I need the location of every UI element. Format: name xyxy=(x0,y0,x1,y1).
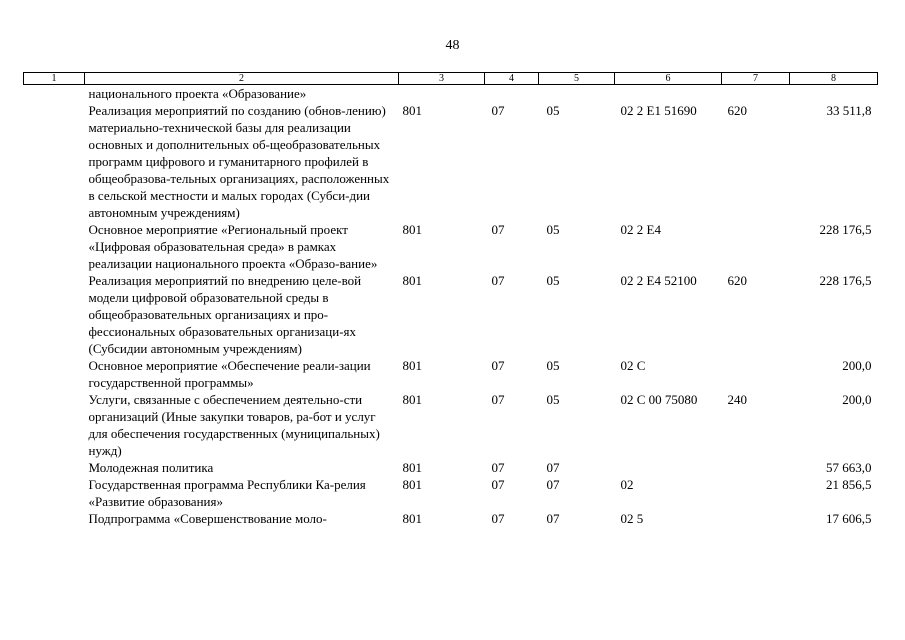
row-target-article: 02 C xyxy=(620,358,646,373)
row-amount xyxy=(790,85,878,103)
row-expense-type xyxy=(722,357,790,391)
row-target-article: 02 xyxy=(620,477,634,492)
row-name: Реализация мероприятий по созданию (обнов-лению) материально-технической базы для реализации основных и дополнительных об-щеобразовательных программ цифрового и гуманитарного профилей в общеобразова-тельных организациях, расположенных в сельской местности и малых городах (Субси-дии автономным учреждениям) xyxy=(88,103,390,220)
row-subsection: 07 xyxy=(546,511,560,526)
row-number xyxy=(24,85,85,103)
row-expense-type xyxy=(722,510,790,527)
row-section: 07 xyxy=(491,392,505,407)
table-row xyxy=(24,85,878,103)
row-subsection xyxy=(539,85,615,103)
table-row xyxy=(24,391,878,459)
row-section: 07 xyxy=(491,460,505,475)
row-section: 07 xyxy=(491,358,505,373)
table-row xyxy=(24,459,878,476)
row-amount: 57 663,0 xyxy=(826,460,872,475)
table-row xyxy=(24,476,878,510)
row-subsection: 05 xyxy=(546,273,560,288)
table-row xyxy=(24,221,878,272)
row-ministry-code xyxy=(399,85,485,103)
row-name: Основное мероприятие «Региональный проект «Цифровая образовательная среда» в рамках реализации национального проекта «Образо-вание» xyxy=(88,222,378,271)
row-expense-type: 620 xyxy=(727,273,747,288)
column-number: 8 xyxy=(790,73,878,85)
table-row xyxy=(24,102,878,221)
row-expense-type: 240 xyxy=(727,392,747,407)
column-number-row xyxy=(24,73,878,85)
row-section: 07 xyxy=(491,222,505,237)
row-section: 07 xyxy=(491,511,505,526)
row-target-article: 02 5 xyxy=(620,511,644,526)
row-subsection: 05 xyxy=(546,358,560,373)
row-number xyxy=(24,221,85,272)
table-row xyxy=(24,272,878,357)
row-number xyxy=(24,272,85,357)
row-ministry-code: 801 xyxy=(402,392,422,407)
row-number xyxy=(24,357,85,391)
row-subsection: 05 xyxy=(546,103,560,118)
table-row xyxy=(24,357,878,391)
row-name: Государственная программа Республики Ка-релия «Развитие образования» xyxy=(88,477,366,509)
row-amount: 228 176,5 xyxy=(819,222,872,237)
row-target-article: 02 C 00 75080 xyxy=(620,392,698,407)
row-number xyxy=(24,102,85,221)
row-section: 07 xyxy=(491,273,505,288)
row-amount: 200,0 xyxy=(842,392,872,407)
column-number: 4 xyxy=(485,73,539,85)
page-number: 48 xyxy=(445,38,460,53)
row-amount: 33 511,8 xyxy=(826,103,872,118)
table-row xyxy=(24,510,878,527)
row-name: Подпрограмма «Совершенствование моло- xyxy=(88,511,327,526)
row-section: 07 xyxy=(491,477,505,492)
row-subsection: 05 xyxy=(546,392,560,407)
row-ministry-code: 801 xyxy=(402,358,422,373)
row-subsection: 07 xyxy=(546,477,560,492)
column-number: 2 xyxy=(85,73,399,85)
row-ministry-code: 801 xyxy=(402,511,422,526)
row-ministry-code: 801 xyxy=(402,477,422,492)
row-amount: 228 176,5 xyxy=(819,273,872,288)
row-amount: 17 606,5 xyxy=(826,511,872,526)
row-name: Основное мероприятие «Обеспечение реали-зации государственной программы» xyxy=(88,358,371,390)
row-expense-type xyxy=(722,459,790,476)
row-subsection: 07 xyxy=(546,460,560,475)
row-name: Реализация мероприятий по внедрению целе-вой модели цифровой образовательной среды в общеобразовательных организациях и про-фессиональных образовательных организаци-ях (Субсидии автономным учреждениям) xyxy=(88,273,362,356)
row-target-article xyxy=(615,85,722,103)
row-ministry-code: 801 xyxy=(402,273,422,288)
row-ministry-code: 801 xyxy=(402,222,422,237)
row-target-article: 02 2 E1 51690 xyxy=(620,103,697,118)
row-number xyxy=(24,476,85,510)
row-amount: 21 856,5 xyxy=(826,477,872,492)
row-name: национального проекта «Образование» xyxy=(88,86,307,101)
row-number xyxy=(24,391,85,459)
row-target-article: 02 2 E4 52100 xyxy=(620,273,697,288)
row-ministry-code: 801 xyxy=(402,103,422,118)
budget-table xyxy=(23,72,878,527)
row-expense-type: 620 xyxy=(727,103,747,118)
column-number: 7 xyxy=(722,73,790,85)
column-number: 6 xyxy=(615,73,722,85)
row-ministry-code: 801 xyxy=(402,460,422,475)
row-expense-type xyxy=(722,476,790,510)
row-number xyxy=(24,510,85,527)
row-name: Молодежная политика xyxy=(88,460,214,475)
row-amount: 200,0 xyxy=(842,358,872,373)
row-section xyxy=(485,85,539,103)
row-number xyxy=(24,459,85,476)
column-number: 5 xyxy=(539,73,615,85)
row-subsection: 05 xyxy=(546,222,560,237)
row-name: Услуги, связанные с обеспечением деятельно-сти организаций (Иные закупки товаров, ра-бот и услуг для обеспечения государственных (муниципальных) нужд) xyxy=(88,392,380,458)
row-expense-type xyxy=(722,221,790,272)
row-target-article: 02 2 E4 xyxy=(620,222,661,237)
column-number: 3 xyxy=(399,73,485,85)
row-section: 07 xyxy=(491,103,505,118)
row-expense-type xyxy=(722,85,790,103)
column-number: 1 xyxy=(24,73,85,85)
row-target-article xyxy=(615,459,722,476)
